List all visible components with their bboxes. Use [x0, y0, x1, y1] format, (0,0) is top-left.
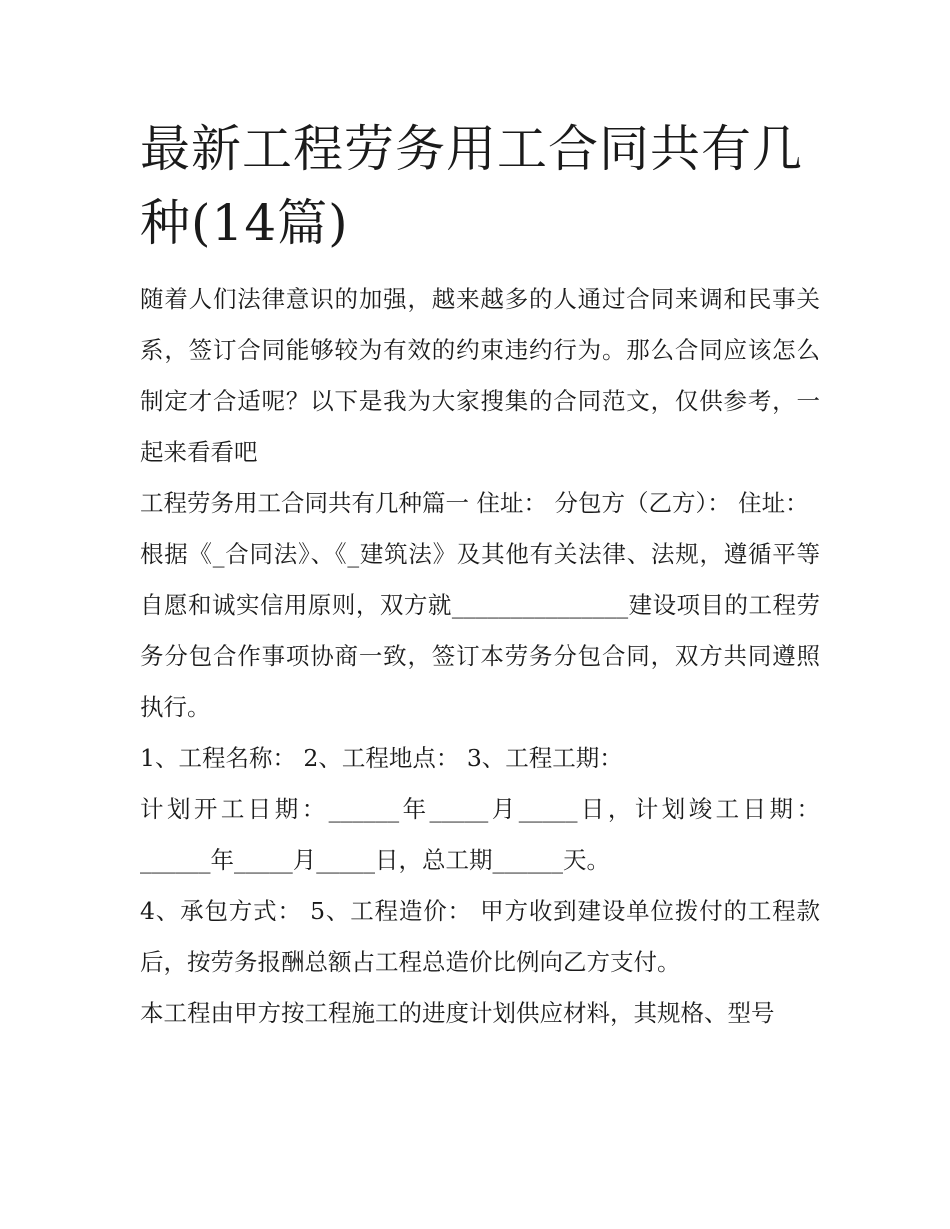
document-title: 最新工程劳务用工合同共有几种(14篇): [140, 120, 803, 252]
contract-terms-paragraph: 4、承包方式： 5、工程造价： 甲方收到建设单位拨付的工程款后，按劳务报酬总额占工程总造价比例向乙方支付。: [140, 897, 820, 976]
project-info-paragraph: 1、工程名称： 2、工程地点： 3、工程工期：: [140, 744, 623, 772]
document-body: [140, 274, 820, 1039]
legal-basis-paragraph: 根据《_合同法》、《_建筑法》及其他有关法律、法规，遵循平等自愿和诚实信用原则，双方就_______________建设项目的工程劳务分包合作事项协商一致，签订本劳务分包合同，双方共同遵照执行。: [140, 540, 820, 721]
section-one-heading-paragraph: 工程劳务用工合同共有几种篇一 住址： 分包方（乙方）： 住址：: [140, 489, 809, 517]
intro-paragraph: 随着人们法律意识的加强，越来越多的人通过合同来调和民事关系，签订合同能够较为有效的约束违约行为。那么合同应该怎么制定才合适呢？以下是我为大家搜集的合同范文，仅供参考，一起来看看吧: [140, 285, 820, 466]
schedule-paragraph: 计划开工日期：______年_____月_____日，计划竣工日期：______年_____月_____日，总工期______天。: [140, 795, 820, 874]
materials-paragraph: 本工程由甲方按工程施工的进度计划供应材料，其规格、型号: [140, 999, 775, 1027]
